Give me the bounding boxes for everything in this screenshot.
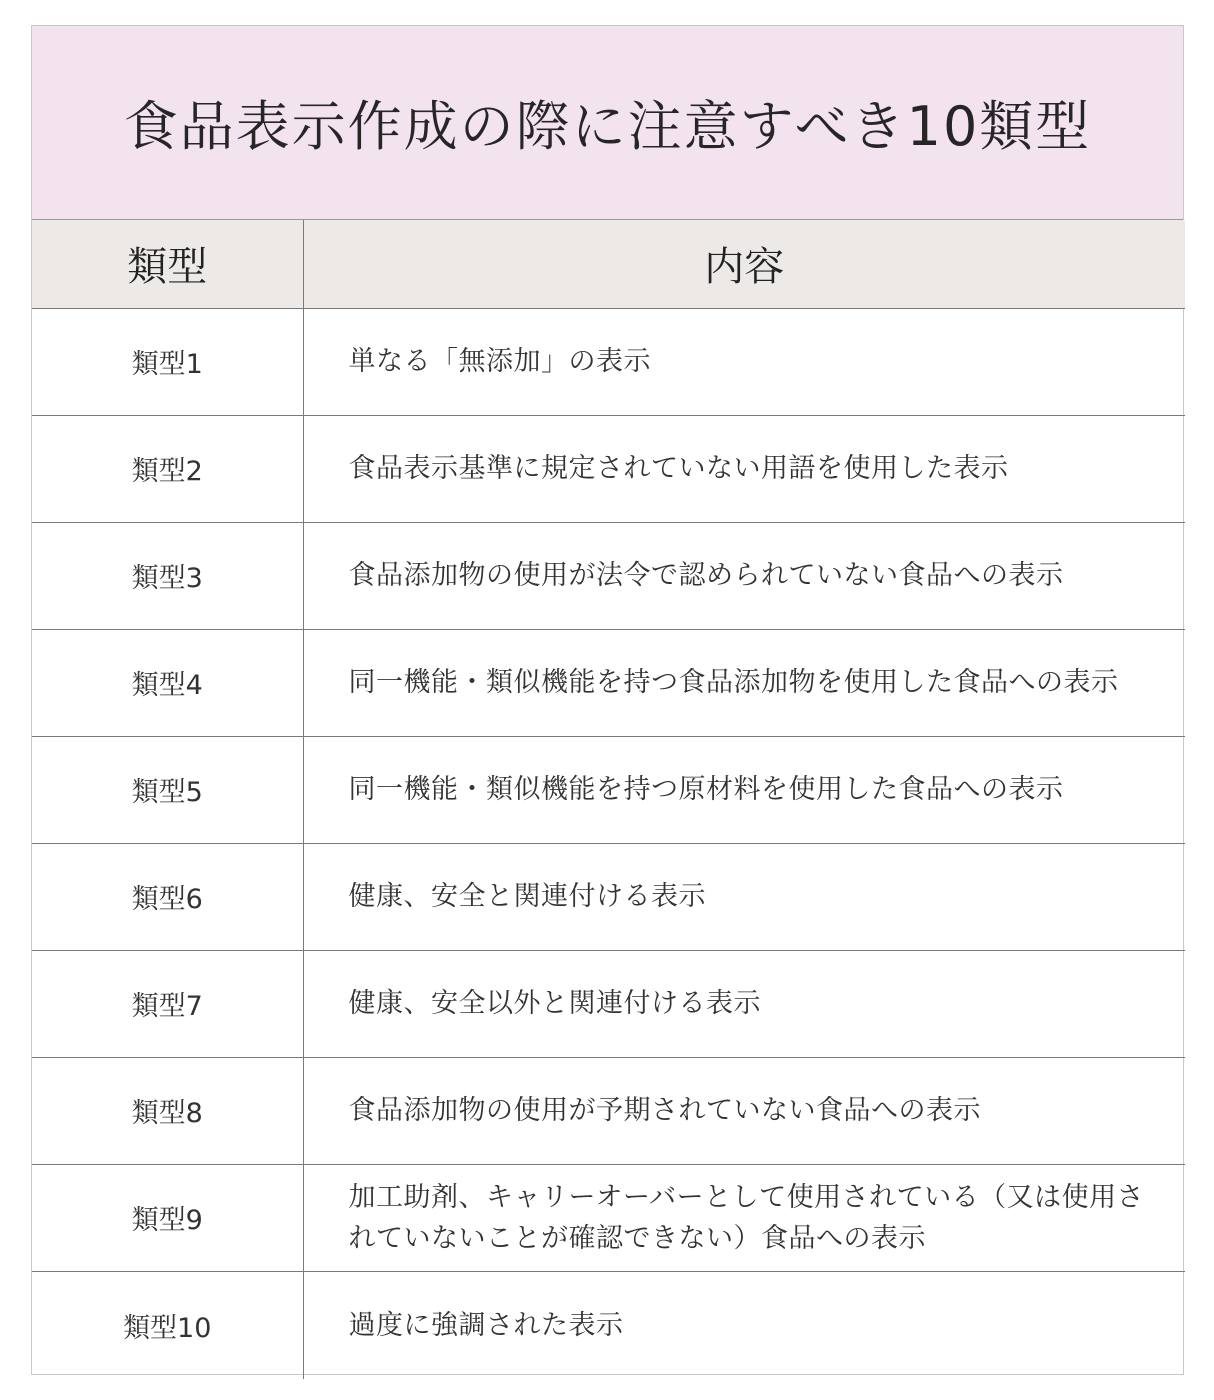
- table-row: [32, 1164, 1185, 1271]
- page-title: 食品表示作成の際に注意すべき10類型: [123, 95, 1092, 158]
- document-panel: [31, 25, 1184, 1375]
- table-row: [32, 415, 1185, 522]
- content-cell: 過度に強調された表示: [348, 1309, 624, 1341]
- type-cell: 類型8: [32, 1057, 303, 1164]
- content-cell: 健康、安全と関連付ける表示: [303, 843, 1185, 950]
- content-cell: 食品添加物の使用が予期されていない食品への表示: [303, 1057, 1185, 1164]
- table-row: [32, 1271, 1185, 1379]
- table-row: [32, 843, 1185, 950]
- content-cell: 同一機能・類似機能を持つ食品添加物を使用した食品への表示: [303, 629, 1185, 736]
- table-row: [32, 1057, 1185, 1164]
- type-cell: 類型1: [32, 308, 303, 415]
- header-content: 内容: [303, 220, 1185, 308]
- content-cell: 食品添加物の使用が法令で認められていない食品への表示: [303, 522, 1185, 629]
- header-type: 類型: [32, 220, 303, 308]
- table-row: [32, 629, 1185, 736]
- table-row: [32, 736, 1185, 843]
- content-cell: 加工助剤、キャリーオーバーとして使用されている（又は使用されていないことが確認できない）食品への表示: [303, 1164, 1185, 1271]
- content-cell: 同一機能・類似機能を持つ原材料を使用した食品への表示: [303, 736, 1185, 843]
- table-row: [32, 308, 1185, 415]
- type-cell: 類型6: [32, 843, 303, 950]
- type-cell: 類型7: [32, 950, 303, 1057]
- type-cell: 類型5: [32, 736, 303, 843]
- type-cell: 類型3: [32, 522, 303, 629]
- table-header-row: [32, 220, 1185, 308]
- content-cell: 健康、安全以外と関連付ける表示: [303, 950, 1185, 1057]
- type-cell: 類型4: [32, 629, 303, 736]
- type-cell: 類型10: [32, 1271, 303, 1379]
- table-row: [32, 950, 1185, 1057]
- content-cell: 単なる「無添加」の表示: [303, 308, 1185, 415]
- types-table: [32, 220, 1185, 1379]
- table-row: [32, 522, 1185, 629]
- type-cell: 類型9: [32, 1164, 303, 1271]
- content-cell: 食品表示基準に規定されていない用語を使用した表示: [303, 415, 1185, 522]
- type-cell: 類型2: [32, 415, 303, 522]
- title-banner: [32, 26, 1183, 220]
